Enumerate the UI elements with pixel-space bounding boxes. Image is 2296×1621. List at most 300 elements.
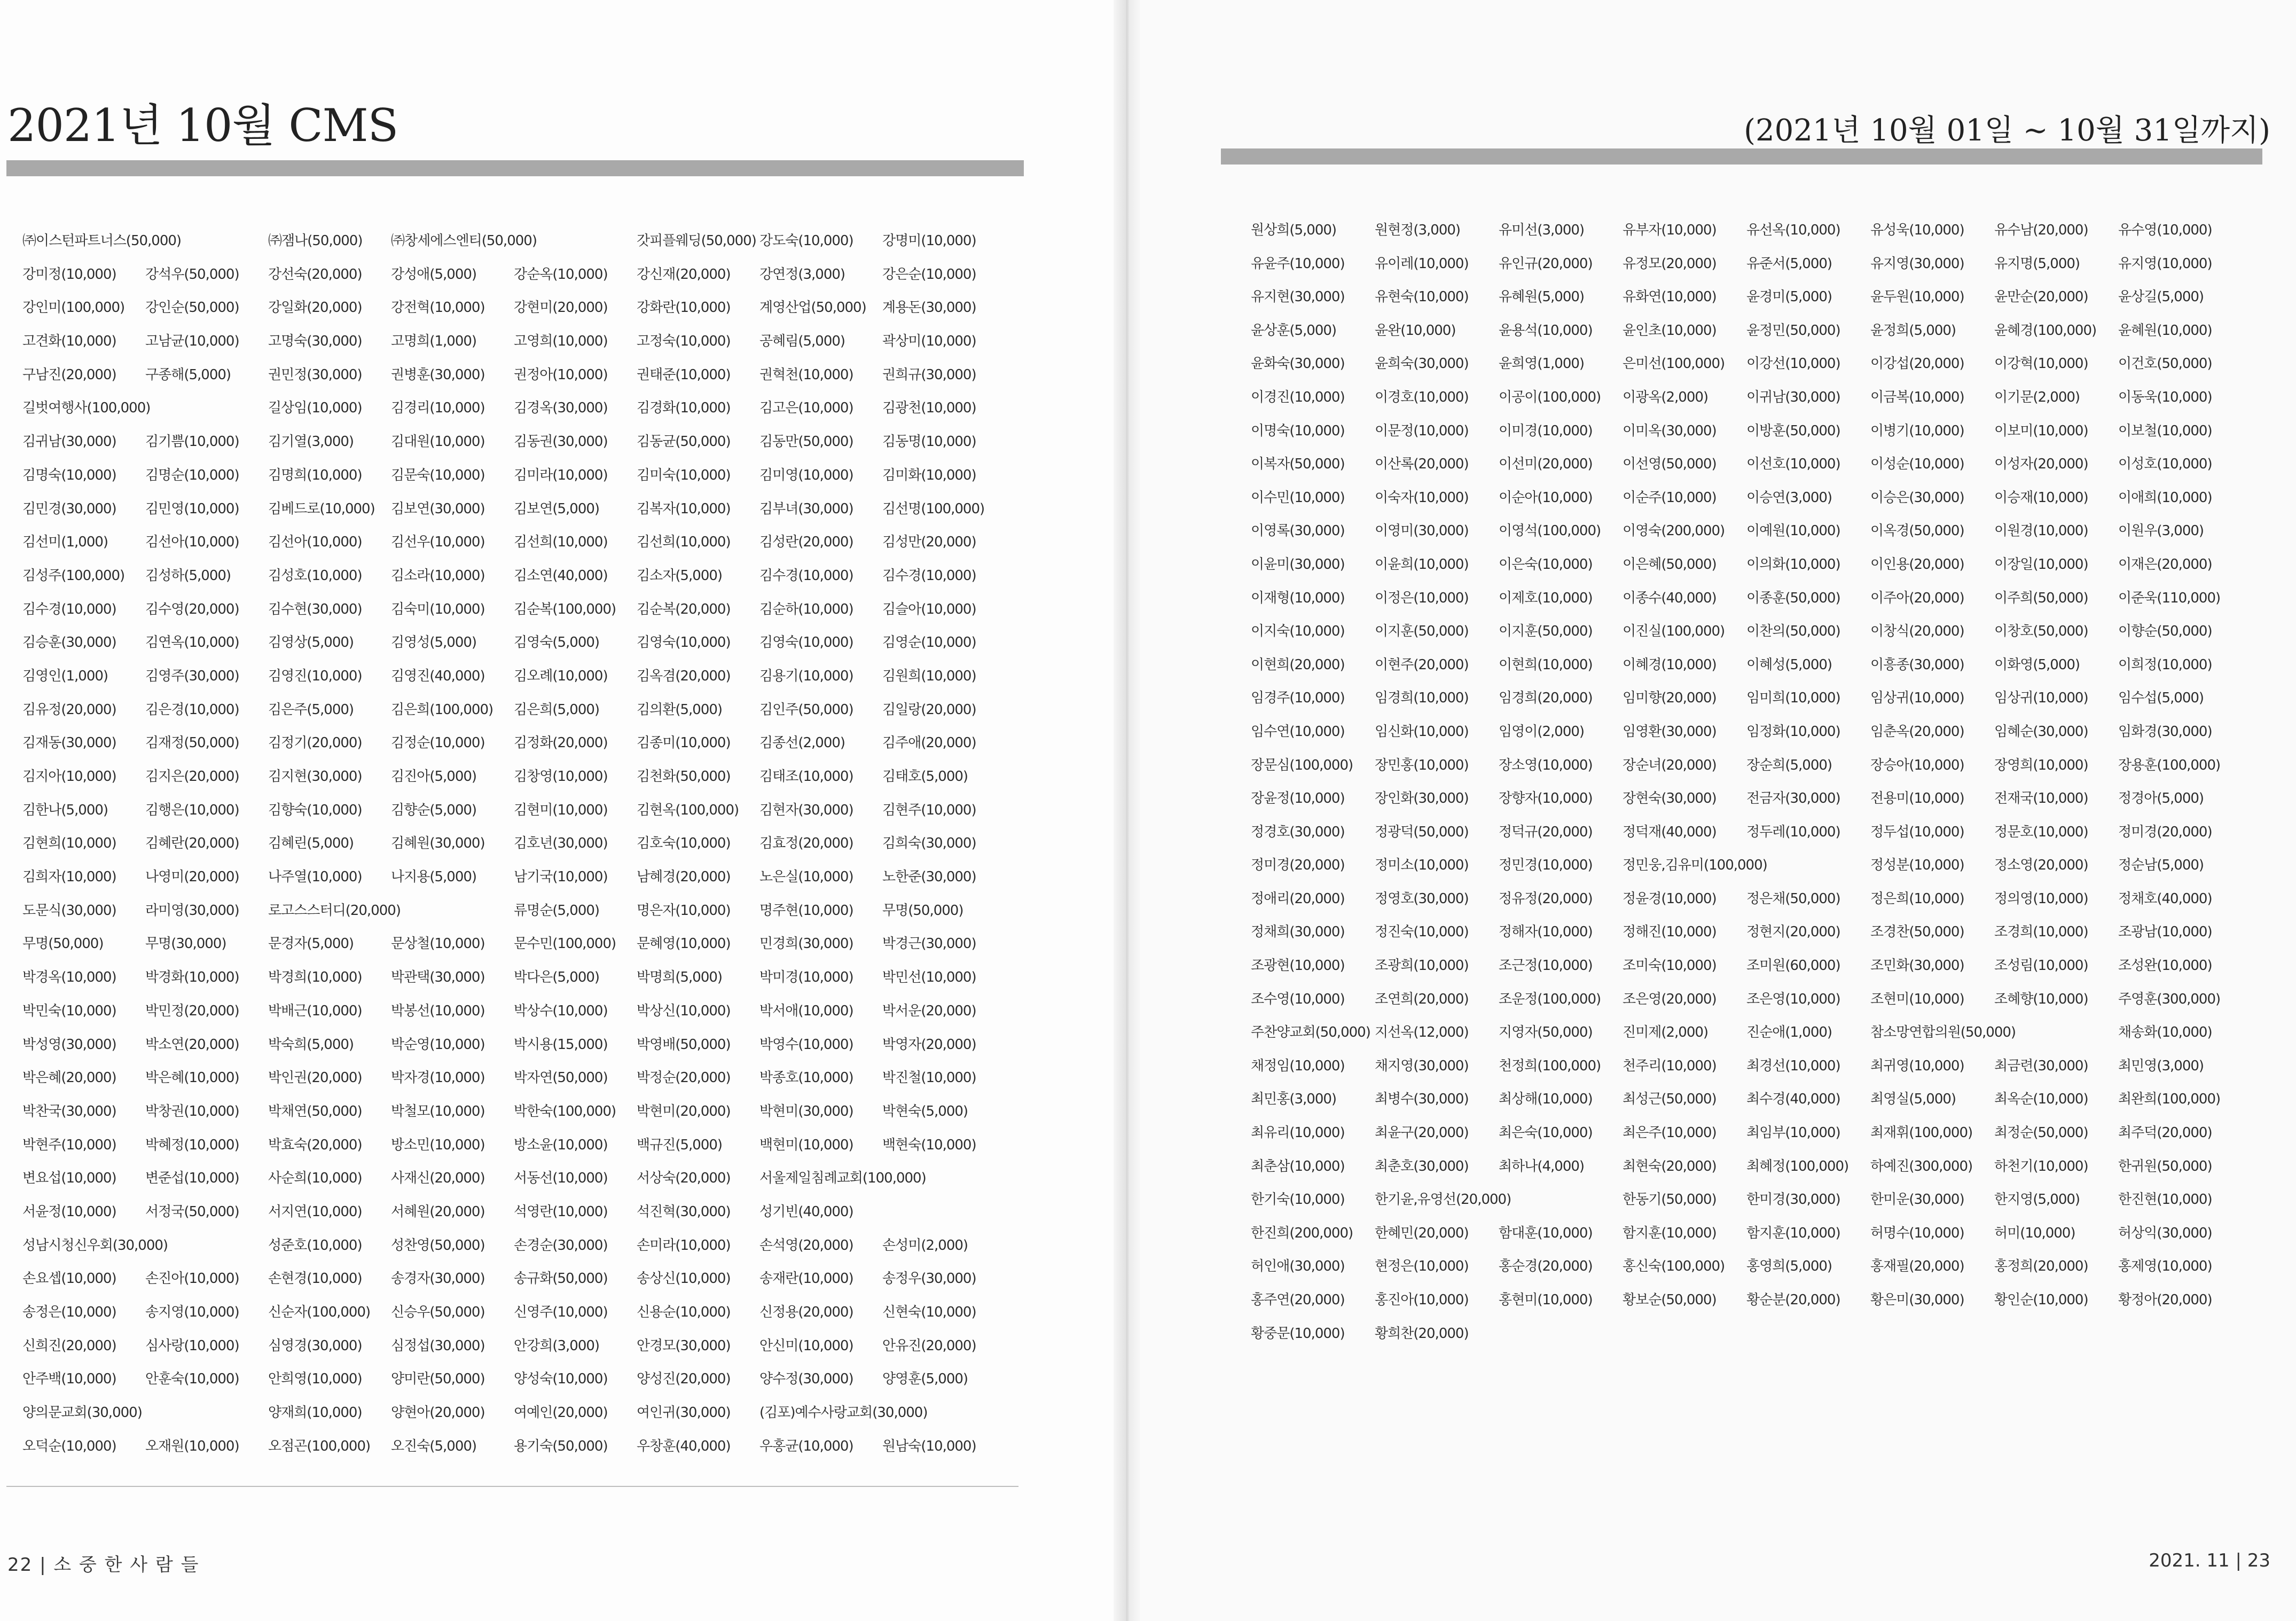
donor-entry: 김순하(10,000) xyxy=(759,601,853,617)
donor-entry: 김경화(10,000) xyxy=(637,400,731,417)
donor-entry: (김포)예수사랑교회(30,000) xyxy=(759,1405,928,1421)
donor-entry: 이영록(30,000) xyxy=(1251,523,1345,539)
donor-entry: 이복자(50,000) xyxy=(1251,456,1345,473)
donor-entry: 김수경(10,000) xyxy=(759,567,853,584)
donor-entry: 김수현(30,000) xyxy=(268,601,362,617)
donor-entry: 구종해(5,000) xyxy=(145,366,231,383)
donor-entry: 이동욱(10,000) xyxy=(2118,389,2212,405)
donor-entry: 김영진(10,000) xyxy=(268,668,362,684)
donor-entry: ㈜잼나(50,000) xyxy=(268,233,363,249)
donor-entry: 유화연(10,000) xyxy=(1623,289,1717,306)
donor-entry: 김향순(5,000) xyxy=(391,802,477,818)
donor-entry: 황은미(30,000) xyxy=(1870,1292,1964,1308)
donor-entry: 강인순(50,000) xyxy=(145,300,239,316)
donor-entry: 나지용(5,000) xyxy=(391,869,477,886)
donor-entry: 최정순(50,000) xyxy=(1994,1125,2088,1141)
donor-entry: 김호숙(10,000) xyxy=(637,835,731,852)
donor-entry: 박종호(10,000) xyxy=(759,1070,853,1086)
donor-entry: 고명숙(30,000) xyxy=(268,333,362,350)
donor-entry: 윤혜원(10,000) xyxy=(2118,322,2212,339)
donor-entry: 이애희(10,000) xyxy=(2118,489,2212,506)
donor-entry: 김종미(10,000) xyxy=(637,735,731,751)
donor-entry: 심사랑(10,000) xyxy=(145,1337,239,1354)
donor-entry xyxy=(2118,1317,2242,1351)
donor-entry: 현정은(10,000) xyxy=(1375,1258,1469,1275)
donor-entry: 이승재(10,000) xyxy=(1994,489,2088,506)
donor-entry: 장순녀(20,000) xyxy=(1623,757,1717,773)
donor-entry: 백규진(5,000) xyxy=(637,1137,723,1153)
donor-entry: 성기빈(40,000) xyxy=(759,1203,853,1220)
donor-entry: 서지연(10,000) xyxy=(268,1203,362,1220)
donor-entry: 문경자(5,000) xyxy=(268,936,354,952)
donor-entry: 장윤정(10,000) xyxy=(1251,790,1345,807)
donor-entry: 유부자(10,000) xyxy=(1623,222,1717,238)
donor-entry: 이기문(2,000) xyxy=(1994,389,2080,405)
donor-entry: 공혜림(5,000) xyxy=(759,333,845,350)
donor-entry: 박경옥(10,000) xyxy=(22,969,116,986)
donor-entry: 김선희(10,000) xyxy=(637,534,731,551)
donor-entry: 김희숙(30,000) xyxy=(882,835,976,852)
donor-entry: 한동기(50,000) xyxy=(1623,1192,1717,1208)
donor-entry: 유정모(20,000) xyxy=(1623,255,1717,272)
donor-entry: 김성하(5,000) xyxy=(145,567,231,584)
donor-entry: 강화란(10,000) xyxy=(637,300,731,316)
donor-entry: 나영미(20,000) xyxy=(145,869,239,886)
donor-entry: 박효숙(20,000) xyxy=(268,1137,362,1153)
donor-entry: 김태조(10,000) xyxy=(759,769,853,785)
donor-entry: 이보미(10,000) xyxy=(1994,422,2088,439)
donor-entry: 김보연(5,000) xyxy=(514,500,600,517)
donor-entry: 주찬양교회(50,000) xyxy=(1251,1024,1370,1041)
donor-entry: 조경찬(50,000) xyxy=(1870,924,1964,941)
donor-entry: 김선우(10,000) xyxy=(391,534,485,551)
donor-entry: 강명미(10,000) xyxy=(882,233,976,249)
donor-entry: 장민홍(10,000) xyxy=(1375,757,1469,773)
page-title: 2021년 10월 CMS xyxy=(7,99,398,152)
donor-entry: 이강혁(10,000) xyxy=(1994,356,2088,372)
donor-entry: 김민영(10,000) xyxy=(145,500,239,517)
donor-entry: 변요섭(10,000) xyxy=(22,1170,116,1187)
donor-entry: 신승우(50,000) xyxy=(391,1304,485,1320)
donor-entry: 김지아(10,000) xyxy=(22,769,116,785)
donor-entry: 윤용석(10,000) xyxy=(1499,322,1593,339)
donor-entry: 박현미(20,000) xyxy=(637,1103,731,1119)
donor-entry: 김유정(20,000) xyxy=(22,701,116,718)
donor-entry: 김영숙(10,000) xyxy=(637,635,731,651)
donor-entry: 정덕재(40,000) xyxy=(1623,824,1717,840)
donor-entry: 임미향(20,000) xyxy=(1623,690,1717,707)
donor-entry: 문상철(10,000) xyxy=(391,936,485,952)
donor-entry: 한미운(30,000) xyxy=(1870,1192,1964,1208)
donor-entry: 양재희(10,000) xyxy=(268,1405,362,1421)
donor-entry: 장순희(5,000) xyxy=(1746,757,1832,773)
donor-entry: 최민영(3,000) xyxy=(2118,1058,2204,1074)
donor-entry: 최춘호(30,000) xyxy=(1375,1158,1469,1174)
donor-entry: 유인규(20,000) xyxy=(1499,255,1593,272)
donor-entry: 송상신(10,000) xyxy=(637,1271,731,1287)
page-folio-left: 22 | 소 중 한 사 람 들 xyxy=(7,1554,200,1576)
donor-entry: 윤정민(50,000) xyxy=(1746,322,1840,339)
donor-entry: 조운정(100,000) xyxy=(1499,991,1601,1007)
donor-entry: 김인주(50,000) xyxy=(759,701,853,718)
donor-entry: 민경희(30,000) xyxy=(759,936,853,952)
donor-entry: 양의문교회(30,000) xyxy=(22,1405,142,1421)
donor-entry: 이현주(20,000) xyxy=(1375,656,1469,673)
donor-entry: 고정숙(10,000) xyxy=(637,333,731,350)
donor-entry: 정윤경(10,000) xyxy=(1623,890,1717,907)
donor-entry: 박봉선(10,000) xyxy=(391,1003,485,1019)
donor-entry: 박상신(10,000) xyxy=(637,1003,731,1019)
donor-entry: 최상해(10,000) xyxy=(1499,1091,1593,1108)
donor-entry: 김진아(5,000) xyxy=(391,769,477,785)
donor-entry: 김민경(30,000) xyxy=(22,500,116,517)
donor-entry: 최영실(5,000) xyxy=(1870,1091,1956,1108)
donor-entry: 이영숙(200,000) xyxy=(1623,523,1725,539)
donor-entry: 박배근(10,000) xyxy=(268,1003,362,1019)
donor-entry: 박혜정(10,000) xyxy=(145,1137,239,1153)
donor-entry: 김슬아(10,000) xyxy=(882,601,976,617)
donor-entry: 조성완(10,000) xyxy=(2118,958,2212,974)
donor-entry: 김영성(5,000) xyxy=(391,635,477,651)
donor-entry xyxy=(1994,1016,2118,1050)
donor-entry: 황순분(20,000) xyxy=(1746,1292,1840,1308)
donor-entry: 이경진(10,000) xyxy=(1251,389,1345,405)
donor-entry: 함지훈(10,000) xyxy=(1623,1225,1717,1241)
donor-entry: 이공이(100,000) xyxy=(1499,389,1601,405)
donor-entry: 이선호(10,000) xyxy=(1746,456,1840,473)
donor-entry: 김향숙(10,000) xyxy=(268,802,362,818)
donor-entry: 이현희(10,000) xyxy=(1499,656,1593,673)
donor-entry: 김명순(10,000) xyxy=(145,467,239,483)
donor-entry: 성준호(10,000) xyxy=(268,1237,362,1254)
donor-entry: 안유진(20,000) xyxy=(882,1337,976,1354)
donor-entry: 이지훈(50,000) xyxy=(1375,623,1469,640)
donor-entry: 이의화(10,000) xyxy=(1746,556,1840,573)
donor-entry xyxy=(145,224,268,258)
donor-entry: 김옥겸(20,000) xyxy=(637,668,731,684)
donor-entry: 정미소(10,000) xyxy=(1375,857,1469,874)
donor-entry: 강선숙(20,000) xyxy=(268,266,362,283)
donor-entry: 손현경(10,000) xyxy=(268,1271,362,1287)
donor-entry: 김명숙(10,000) xyxy=(22,467,116,483)
donor-entry: 채송화(10,000) xyxy=(2118,1024,2212,1041)
donor-entry: 박인권(20,000) xyxy=(268,1070,362,1086)
donor-entry: 이재은(20,000) xyxy=(2118,556,2212,573)
donor-entry: 김선희(10,000) xyxy=(514,534,608,551)
donor-entry: 이윤미(30,000) xyxy=(1251,556,1345,573)
donor-entry: 이수민(10,000) xyxy=(1251,489,1345,506)
donor-entry: 전용미(10,000) xyxy=(1870,790,1964,807)
donor-entry: 홍주연(20,000) xyxy=(1251,1292,1345,1308)
donor-entry: 여인귀(30,000) xyxy=(637,1405,731,1421)
donor-entry: 윤상훈(5,000) xyxy=(1251,322,1337,339)
donor-entry: 김소라(10,000) xyxy=(391,567,485,584)
donor-entry xyxy=(1994,1317,2118,1351)
donor-entry: 박경화(10,000) xyxy=(145,969,239,986)
donor-entry: 김은희(100,000) xyxy=(391,701,493,718)
donor-entry: 진순애(1,000) xyxy=(1746,1024,1832,1041)
donor-entry: 장승아(10,000) xyxy=(1870,757,1964,773)
donor-entry: 조광현(10,000) xyxy=(1251,958,1345,974)
donor-entry: 우홍균(10,000) xyxy=(759,1438,853,1454)
donor-entry: 박서운(20,000) xyxy=(882,1003,976,1019)
donor-entry: 임상귀(10,000) xyxy=(1994,690,2088,707)
donor-entry: 유미선(3,000) xyxy=(1499,222,1585,238)
donor-entry: 권병훈(30,000) xyxy=(391,366,485,383)
donor-entry: 김재동(30,000) xyxy=(22,735,116,751)
donor-entry: 이옥경(50,000) xyxy=(1870,523,1964,539)
donor-entry: 권혁천(10,000) xyxy=(759,366,853,383)
donor-entry: 최현숙(20,000) xyxy=(1623,1158,1717,1174)
donor-entry: 원현정(3,000) xyxy=(1375,222,1461,238)
donor-entry: 안희영(10,000) xyxy=(268,1371,362,1388)
donor-entry: 정두레(10,000) xyxy=(1746,824,1840,840)
donor-entry: 김현미(10,000) xyxy=(514,802,608,818)
donor-entry: 김영상(5,000) xyxy=(268,635,354,651)
donor-entry: 함대훈(10,000) xyxy=(1499,1225,1593,1241)
donor-entry: 계영산업(50,000) xyxy=(759,300,866,316)
donor-entry: 남기국(10,000) xyxy=(514,869,608,886)
donor-entry: 양성숙(10,000) xyxy=(514,1371,608,1388)
donor-entry: 정채희(30,000) xyxy=(1251,924,1345,941)
donor-entry: 박자연(50,000) xyxy=(514,1070,608,1086)
donor-entry: 유성욱(10,000) xyxy=(1870,222,1964,238)
donor-entry: 이승연(3,000) xyxy=(1746,489,1832,506)
donor-entry: 정경호(30,000) xyxy=(1251,824,1345,840)
donor-entry: 백현미(10,000) xyxy=(759,1137,853,1153)
donor-entry: 김지은(20,000) xyxy=(145,769,239,785)
donor-entry: 조수영(10,000) xyxy=(1251,991,1345,1007)
donor-entry: 최유리(10,000) xyxy=(1251,1125,1345,1141)
donor-entry: 임경희(10,000) xyxy=(1375,690,1469,707)
donor-entry: 최성근(50,000) xyxy=(1623,1091,1717,1108)
donor-entry: 신영주(10,000) xyxy=(514,1304,608,1320)
donor-entry: 권민정(30,000) xyxy=(268,366,362,383)
left-page xyxy=(0,0,1127,1621)
donor-entry: 장영희(10,000) xyxy=(1994,757,2088,773)
donor-entry: 박현미(30,000) xyxy=(759,1103,853,1119)
donor-entry: 김부녀(30,000) xyxy=(759,500,853,517)
donor-entry: 송정우(30,000) xyxy=(882,1271,976,1287)
donor-entry: 김지현(30,000) xyxy=(268,769,362,785)
donor-entry: 박소연(20,000) xyxy=(145,1036,239,1053)
donor-entry: 황중문(10,000) xyxy=(1251,1325,1345,1342)
donor-entry: 이성순(10,000) xyxy=(1870,456,1964,473)
donor-entry: 길벗여행사(100,000) xyxy=(22,400,151,417)
donor-entry: 김숙미(10,000) xyxy=(391,601,485,617)
donor-entry: 김승훈(30,000) xyxy=(22,635,116,651)
donor-entry: 이건호(50,000) xyxy=(2118,356,2212,372)
donor-entry: 강현미(20,000) xyxy=(514,300,608,316)
donor-entry: 성찬영(50,000) xyxy=(391,1237,485,1254)
donor-entry: 김선명(100,000) xyxy=(882,500,985,517)
donor-entry: 김순복(100,000) xyxy=(514,601,616,617)
donor-entry: 손석영(20,000) xyxy=(759,1237,853,1254)
donor-entry: 원상희(5,000) xyxy=(1251,222,1337,238)
donor-entry: 이윤희(10,000) xyxy=(1375,556,1469,573)
donor-entry: 이제호(10,000) xyxy=(1499,590,1593,606)
donor-entry: 김동명(10,000) xyxy=(882,434,976,450)
donor-entry: 하예진(300,000) xyxy=(1870,1158,1973,1174)
footer-rule xyxy=(6,1486,1018,1487)
donor-entry: 이정은(10,000) xyxy=(1375,590,1469,606)
book-gutter xyxy=(1114,0,1140,1621)
donor-entry: 윤정희(5,000) xyxy=(1870,322,1956,339)
donor-entry: 이선미(20,000) xyxy=(1499,456,1593,473)
donor-entry: 명은자(10,000) xyxy=(637,902,731,919)
donor-entry: 양성진(20,000) xyxy=(637,1371,731,1388)
donor-entry: 임경주(10,000) xyxy=(1251,690,1345,707)
donor-entry: 최하나(4,000) xyxy=(1499,1158,1585,1174)
donor-entry: 박상수(10,000) xyxy=(514,1003,608,1019)
donor-entry: 서윤정(10,000) xyxy=(22,1203,116,1220)
donor-entry: 김베드로(10,000) xyxy=(268,500,375,517)
donor-entry: 장인화(30,000) xyxy=(1375,790,1469,807)
donor-entry: 박다은(5,000) xyxy=(514,969,600,986)
donor-entry xyxy=(1870,1317,1994,1351)
donor-entry: 황정아(20,000) xyxy=(2118,1292,2212,1308)
donor-entry: 최금련(30,000) xyxy=(1994,1058,2088,1074)
donor-entry: 김현옥(100,000) xyxy=(637,802,739,818)
donor-entry: 도문식(30,000) xyxy=(22,902,116,919)
donor-entry xyxy=(1499,1317,1623,1351)
donor-list-left xyxy=(22,224,1005,1463)
donor-entry: 홍현미(10,000) xyxy=(1499,1292,1593,1308)
donor-entry: 김주애(20,000) xyxy=(882,735,976,751)
donor-entry: 한기윤,유영선(20,000) xyxy=(1375,1192,1511,1208)
donor-entry: 강성애(5,000) xyxy=(391,266,477,283)
donor-entry: 나주열(10,000) xyxy=(268,869,362,886)
donor-entry: 이인용(20,000) xyxy=(1870,556,1964,573)
donor-entry: 양영훈(5,000) xyxy=(882,1371,968,1388)
donor-entry: 한진희(200,000) xyxy=(1251,1225,1353,1241)
donor-entry: 한혜민(20,000) xyxy=(1375,1225,1469,1241)
donor-entry: 채정임(10,000) xyxy=(1251,1058,1345,1074)
donor-entry: 김종선(2,000) xyxy=(759,735,845,751)
donor-entry: 허명수(10,000) xyxy=(1870,1225,1964,1241)
donor-entry: 조연희(20,000) xyxy=(1375,991,1469,1007)
donor-entry: 신순자(100,000) xyxy=(268,1304,371,1320)
donor-entry: 박철모(10,000) xyxy=(391,1103,485,1119)
donor-entry: 방소민(10,000) xyxy=(391,1137,485,1153)
donor-entry: 김혜린(5,000) xyxy=(268,835,354,852)
donor-entry: 정미경(20,000) xyxy=(1251,857,1345,874)
donor-entry: 조광희(10,000) xyxy=(1375,958,1469,974)
donor-entry: 김문숙(10,000) xyxy=(391,467,485,483)
donor-entry: 홍제영(10,000) xyxy=(2118,1258,2212,1275)
donor-entry: 지영자(50,000) xyxy=(1499,1024,1593,1041)
donor-entry: 손성미(2,000) xyxy=(882,1237,968,1254)
donor-entry: 송정은(10,000) xyxy=(22,1304,116,1320)
donor-entry: 김현희(10,000) xyxy=(22,835,116,852)
donor-entry: 이창식(20,000) xyxy=(1870,623,1964,640)
donor-entry: 이경호(10,000) xyxy=(1375,389,1469,405)
donor-entry: 정민웅,김유미(100,000) xyxy=(1623,857,1767,874)
donor-entry: 권태준(10,000) xyxy=(637,366,731,383)
donor-entry: 조성림(10,000) xyxy=(1994,958,2088,974)
donor-entry: 권정아(10,000) xyxy=(514,366,608,383)
donor-entry: 은미선(100,000) xyxy=(1623,356,1725,372)
donor-entry: 이원우(3,000) xyxy=(2118,523,2204,539)
donor-entry: 지선옥(12,000) xyxy=(1375,1024,1469,1041)
donor-entry: 김원희(10,000) xyxy=(882,668,976,684)
donor-entry: 홍재필(20,000) xyxy=(1870,1258,1964,1275)
donor-entry: 강도숙(10,000) xyxy=(759,233,853,249)
donor-entry: 김기쁨(10,000) xyxy=(145,434,239,450)
donor-entry: 박명희(5,000) xyxy=(637,969,723,986)
donor-entry: 박영배(50,000) xyxy=(637,1036,731,1053)
donor-entry: 윤희숙(30,000) xyxy=(1375,356,1469,372)
donor-entry: 신희진(20,000) xyxy=(22,1337,116,1354)
donor-entry: 김효정(20,000) xyxy=(759,835,853,852)
donor-entry: 김은경(10,000) xyxy=(145,701,239,718)
donor-entry: 김광천(10,000) xyxy=(882,400,976,417)
donor-entry: 임영환(30,000) xyxy=(1623,723,1717,740)
donor-entry: 장소영(10,000) xyxy=(1499,757,1593,773)
donor-entry: 유지명(5,000) xyxy=(1994,255,2080,272)
donor-entry: 박정순(20,000) xyxy=(637,1070,731,1086)
donor-entry: 조혜향(10,000) xyxy=(1994,991,2088,1007)
donor-entry: 이문정(10,000) xyxy=(1375,422,1469,439)
donor-entry: 이찬의(50,000) xyxy=(1746,623,1840,640)
donor-entry: 정성분(10,000) xyxy=(1870,857,1964,874)
donor-entry: 한귀원(50,000) xyxy=(2118,1158,2212,1174)
donor-entry: 최춘삼(10,000) xyxy=(1251,1158,1345,1174)
donor-entry: 장현숙(30,000) xyxy=(1623,790,1717,807)
donor-entry: 손요셉(10,000) xyxy=(22,1271,116,1287)
donor-entry: 김동균(50,000) xyxy=(637,434,731,450)
donor-entry: 조미원(60,000) xyxy=(1746,958,1840,974)
donor-entry: 정민경(10,000) xyxy=(1499,857,1593,874)
donor-entry: 강일화(20,000) xyxy=(268,300,362,316)
donor-entry: 김귀남(30,000) xyxy=(22,434,116,450)
donor-entry: 최은숙(10,000) xyxy=(1499,1125,1593,1141)
donor-entry: 김수경(10,000) xyxy=(882,567,976,584)
donor-entry: 하천기(10,000) xyxy=(1994,1158,2088,1174)
donor-entry xyxy=(1499,1183,1623,1217)
donor-entry: 조근정(10,000) xyxy=(1499,958,1593,974)
donor-entry: 남혜경(20,000) xyxy=(637,869,731,886)
donor-entry: 이보철(10,000) xyxy=(2118,422,2212,439)
donor-entry: 무명(50,000) xyxy=(22,936,104,952)
donor-entry: 김은주(5,000) xyxy=(268,701,354,718)
donor-entry: 정문호(10,000) xyxy=(1994,824,2088,840)
donor-entry: 우창훈(40,000) xyxy=(637,1438,731,1454)
donor-entry: 손경순(30,000) xyxy=(514,1237,608,1254)
donor-entry: 황희찬(20,000) xyxy=(1375,1325,1469,1342)
donor-entry xyxy=(514,224,637,258)
donor-entry: 이산록(20,000) xyxy=(1375,456,1469,473)
donor-entry: 정순남(5,000) xyxy=(2118,857,2204,874)
donor-entry: 이미옥(30,000) xyxy=(1623,422,1717,439)
donor-entry: 김태호(5,000) xyxy=(882,769,968,785)
donor-entry: 이창호(50,000) xyxy=(1994,623,2088,640)
donor-entry: 유준서(5,000) xyxy=(1746,255,1832,272)
donor-entry: 임춘옥(20,000) xyxy=(1870,723,1964,740)
donor-entry: 송지영(10,000) xyxy=(145,1304,239,1320)
donor-entry: 박경근(30,000) xyxy=(882,936,976,952)
donor-entry: 최병수(30,000) xyxy=(1375,1091,1469,1108)
donor-entry: 김정화(20,000) xyxy=(514,735,608,751)
donor-entry: 박서애(10,000) xyxy=(759,1003,853,1019)
donor-entry: 김선미(1,000) xyxy=(22,534,108,551)
date-range: (2021년 10월 01일 ~ 10월 31일까지) xyxy=(1744,113,2270,148)
donor-entry: 오진숙(5,000) xyxy=(391,1438,477,1454)
donor-entry: 박현숙(5,000) xyxy=(882,1103,968,1119)
donor-entry: 이승은(30,000) xyxy=(1870,489,1964,506)
donor-entry: 이은숙(10,000) xyxy=(1499,556,1593,573)
donor-entry: 최임부(10,000) xyxy=(1746,1125,1840,1141)
